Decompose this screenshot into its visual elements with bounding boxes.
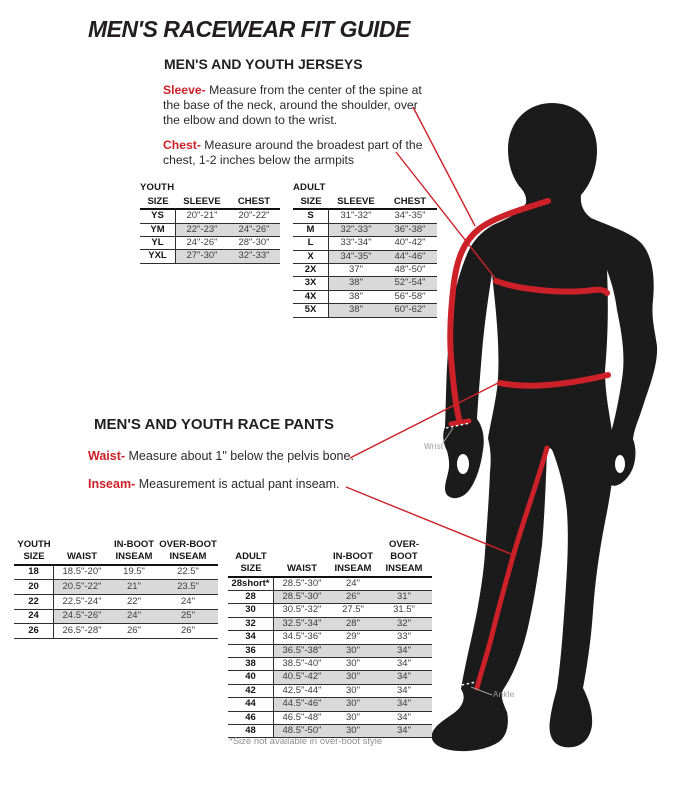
table-row xyxy=(14,595,218,610)
size-cell: 34 xyxy=(228,631,274,643)
jerseys-section-heading: MEN'S AND YOUTH JERSEYS xyxy=(164,56,363,72)
inseam-description: Measurement is actual pant inseam. xyxy=(135,477,340,491)
size-cell: 36 xyxy=(228,645,274,657)
table-row xyxy=(228,698,432,711)
table-row xyxy=(228,671,432,684)
value-cell: 34" xyxy=(376,645,432,657)
youth-jersey-table-grid xyxy=(140,196,280,264)
table-row xyxy=(293,304,437,317)
table-header-row xyxy=(140,196,280,210)
value-cell: 40"-42" xyxy=(394,237,426,249)
table-row xyxy=(140,210,280,223)
value-cell: 24" xyxy=(110,610,158,624)
waist-term: Waist- xyxy=(88,449,126,463)
value-cell: 32"-33" xyxy=(329,224,383,236)
value-cell: 27.5" xyxy=(342,604,364,616)
value-cell: 48.5"-50" xyxy=(274,725,330,737)
size-cell: 40 xyxy=(228,671,274,683)
table-row xyxy=(293,277,437,290)
table-row xyxy=(293,264,437,277)
table-header-row xyxy=(228,538,432,578)
column-header: SLEEVE xyxy=(337,196,375,207)
value-cell: 38" xyxy=(329,277,383,289)
value-cell: 22" xyxy=(127,595,141,607)
value-cell: 29" xyxy=(346,631,360,643)
table-row xyxy=(228,578,432,591)
size-cell: YM xyxy=(140,224,176,236)
right-hand-grip-gap xyxy=(615,455,625,473)
column-header: SLEEVE xyxy=(183,196,221,207)
column-header: SIZE xyxy=(147,196,169,207)
chest-term: Chest- xyxy=(163,138,201,152)
column-header: CHEST xyxy=(237,196,271,207)
size-cell: 46 xyxy=(228,712,274,724)
value-cell: 23.5" xyxy=(158,580,218,594)
size-cell: 44 xyxy=(228,698,274,710)
table-row xyxy=(14,580,218,595)
wrist-label: Wrist xyxy=(424,442,444,451)
value-cell: 60"-62" xyxy=(383,304,437,316)
value-cell: 24" xyxy=(181,595,195,607)
table-row xyxy=(228,645,432,658)
value-cell: 24" xyxy=(346,577,360,589)
size-cell: 38 xyxy=(228,658,274,670)
value-cell: 42.5"-44" xyxy=(282,684,322,696)
table-row xyxy=(228,618,432,631)
column-header: WAIST xyxy=(66,550,98,562)
size-cell: 42 xyxy=(228,685,274,697)
column-header: CHEST xyxy=(393,196,427,207)
column-header: ADULT SIZE xyxy=(235,550,267,574)
value-cell: 30" xyxy=(346,711,360,723)
size-cell: 26 xyxy=(14,624,54,638)
size-cell: X xyxy=(293,251,329,263)
table-row xyxy=(228,604,432,617)
value-cell: 34" xyxy=(397,711,411,723)
size-cell: 5X xyxy=(293,304,329,316)
size-cell: 28short* xyxy=(228,578,274,590)
size-cell: 4X xyxy=(293,291,329,303)
inseam-term: Inseam- xyxy=(88,477,136,491)
value-cell: 26" xyxy=(330,591,376,603)
chest-description: Measure around the broadest part of the chest, 1-2 inches below the armpits xyxy=(163,138,423,167)
size-cell: 2X xyxy=(293,264,329,276)
value-cell: 40.5"-42" xyxy=(274,671,330,683)
value-cell: 34" xyxy=(397,657,411,669)
table-row xyxy=(140,237,280,250)
value-cell: 20"-22" xyxy=(238,210,270,222)
value-cell: 36.5"-38" xyxy=(274,645,330,657)
size-cell: 48 xyxy=(228,725,274,737)
value-cell: 32"-33" xyxy=(228,250,280,262)
adult-jersey-table-grid xyxy=(293,196,437,318)
value-cell: 32.5"-34" xyxy=(274,618,330,630)
value-cell xyxy=(376,578,432,590)
table-row xyxy=(293,210,437,223)
value-cell: 44.5"-46" xyxy=(274,698,330,710)
value-cell: 38" xyxy=(349,290,363,302)
youth-pants-table xyxy=(14,538,218,639)
value-cell: 34"-35" xyxy=(394,210,426,222)
value-cell: 37" xyxy=(349,264,363,275)
value-cell: 28" xyxy=(330,618,376,630)
value-cell: 32" xyxy=(376,618,432,630)
column-header: IN-BOOT INSEAM xyxy=(113,539,155,562)
value-cell: 34" xyxy=(376,725,432,737)
size-cell: L xyxy=(293,237,329,249)
left-hand-grip-gap xyxy=(457,454,469,474)
value-cell: 26" xyxy=(181,624,195,636)
value-cell: 28"-30" xyxy=(238,237,270,249)
page-title: MEN'S RACEWEAR FIT GUIDE xyxy=(88,16,410,42)
size-cell: YS xyxy=(140,210,176,222)
pants-section-heading: MEN'S AND YOUTH RACE PANTS xyxy=(94,416,334,433)
value-cell: 22.5" xyxy=(177,566,199,578)
value-cell: 31.5" xyxy=(393,604,415,616)
value-cell: 30.5"-32" xyxy=(282,604,322,616)
table-label: YOUTH xyxy=(140,182,175,193)
value-cell: 30" xyxy=(346,657,360,669)
size-cell: 24 xyxy=(14,610,54,624)
value-cell: 30" xyxy=(330,725,376,737)
column-header: OVER-BOOT INSEAM xyxy=(385,539,423,574)
waist-description: Measure about 1" below the pelvis bone. xyxy=(125,449,354,463)
value-cell: 26.5"-28" xyxy=(62,624,102,636)
sleeve-instruction xyxy=(163,83,435,128)
value-cell: 30" xyxy=(330,698,376,710)
value-cell: 34" xyxy=(376,671,432,683)
table-row xyxy=(140,224,280,237)
size-cell: 3X xyxy=(293,277,329,289)
value-cell: 31" xyxy=(376,591,432,603)
value-cell: 44"-46" xyxy=(383,251,437,263)
table-row xyxy=(14,624,218,639)
value-cell: 30" xyxy=(330,671,376,683)
value-cell: 21" xyxy=(110,580,158,594)
size-cell: YL xyxy=(140,237,176,249)
value-cell: 24.5"-26" xyxy=(54,610,110,624)
ankle-label: Ankle xyxy=(493,690,515,699)
value-cell: 28.5"-30" xyxy=(282,577,322,589)
size-cell: S xyxy=(293,210,329,222)
size-cell: 28 xyxy=(228,591,274,603)
size-cell: 30 xyxy=(228,604,274,616)
inseam-instruction xyxy=(88,477,388,492)
table-header-row xyxy=(293,196,437,210)
column-header: WAIST xyxy=(286,562,318,574)
value-cell: 46.5"-48" xyxy=(282,711,322,723)
table-row xyxy=(293,224,437,237)
value-cell: 56"-58" xyxy=(394,290,426,302)
column-header: OVER-BOOT INSEAM xyxy=(159,539,217,562)
waist-instruction xyxy=(88,449,388,464)
table-row xyxy=(293,291,437,304)
youth-jersey-table xyxy=(140,182,280,264)
table-row xyxy=(228,631,432,644)
size-cell: 22 xyxy=(14,595,54,609)
adult-pants-table xyxy=(228,538,432,738)
table-row xyxy=(293,251,437,264)
table-row xyxy=(228,591,432,604)
value-cell: 34"-35" xyxy=(329,251,383,263)
table-row xyxy=(14,566,218,581)
table-header-row xyxy=(14,538,218,566)
sleeve-term: Sleeve- xyxy=(163,83,206,97)
value-cell: 27"-30" xyxy=(176,250,228,262)
youth-pants-table-grid xyxy=(14,538,218,639)
value-cell: 26" xyxy=(127,624,141,636)
value-cell: 34.5"-36" xyxy=(282,631,322,643)
size-cell: YXL xyxy=(140,250,176,262)
value-cell: 24"-26" xyxy=(228,224,280,236)
value-cell: 28.5"-30" xyxy=(274,591,330,603)
value-cell: 22.5"-24" xyxy=(62,595,102,607)
value-cell: 20"-21" xyxy=(186,210,218,222)
value-cell: 36"-38" xyxy=(383,224,437,236)
column-header: IN-BOOT INSEAM xyxy=(332,550,374,574)
table-row xyxy=(228,685,432,698)
value-cell: 48"-50" xyxy=(394,264,426,275)
value-cell: 19.5" xyxy=(123,566,145,578)
value-cell: 31"-32" xyxy=(340,210,372,222)
value-cell: 38" xyxy=(329,304,383,316)
chest-instruction xyxy=(163,138,435,168)
value-cell: 34" xyxy=(397,684,411,696)
table-row xyxy=(228,712,432,725)
size-cell: 32 xyxy=(228,618,274,630)
column-header: SIZE xyxy=(300,196,322,207)
overboot-footnote: *Size not available in over-boot style xyxy=(229,736,383,747)
size-cell: 20 xyxy=(14,580,54,594)
table-row xyxy=(293,237,437,250)
value-cell: 20.5"-22" xyxy=(54,580,110,594)
value-cell: 34" xyxy=(376,698,432,710)
size-cell: 18 xyxy=(14,566,54,580)
value-cell: 25" xyxy=(158,610,218,624)
value-cell: 33"-34" xyxy=(340,237,372,249)
table-row xyxy=(228,658,432,671)
value-cell: 22"-23" xyxy=(176,224,228,236)
sleeve-description: Measure from the center of the spine at the base of the neck, around the shoulder, over the elbow and down to the wrist. xyxy=(163,83,422,127)
value-cell: 38.5"-40" xyxy=(282,657,322,669)
table-row xyxy=(14,610,218,625)
adult-pants-table-grid xyxy=(228,538,432,738)
value-cell: 24"-26" xyxy=(186,237,218,249)
value-cell: 52"-54" xyxy=(383,277,437,289)
value-cell: 30" xyxy=(346,684,360,696)
adult-jersey-table xyxy=(293,182,437,318)
table-row xyxy=(140,250,280,263)
value-cell: 18.5"-20" xyxy=(62,566,102,578)
table-label: ADULT xyxy=(293,182,326,193)
size-cell: M xyxy=(293,224,329,236)
value-cell: 33" xyxy=(397,631,411,643)
value-cell: 30" xyxy=(330,645,376,657)
column-header: YOUTH SIZE xyxy=(17,539,51,562)
